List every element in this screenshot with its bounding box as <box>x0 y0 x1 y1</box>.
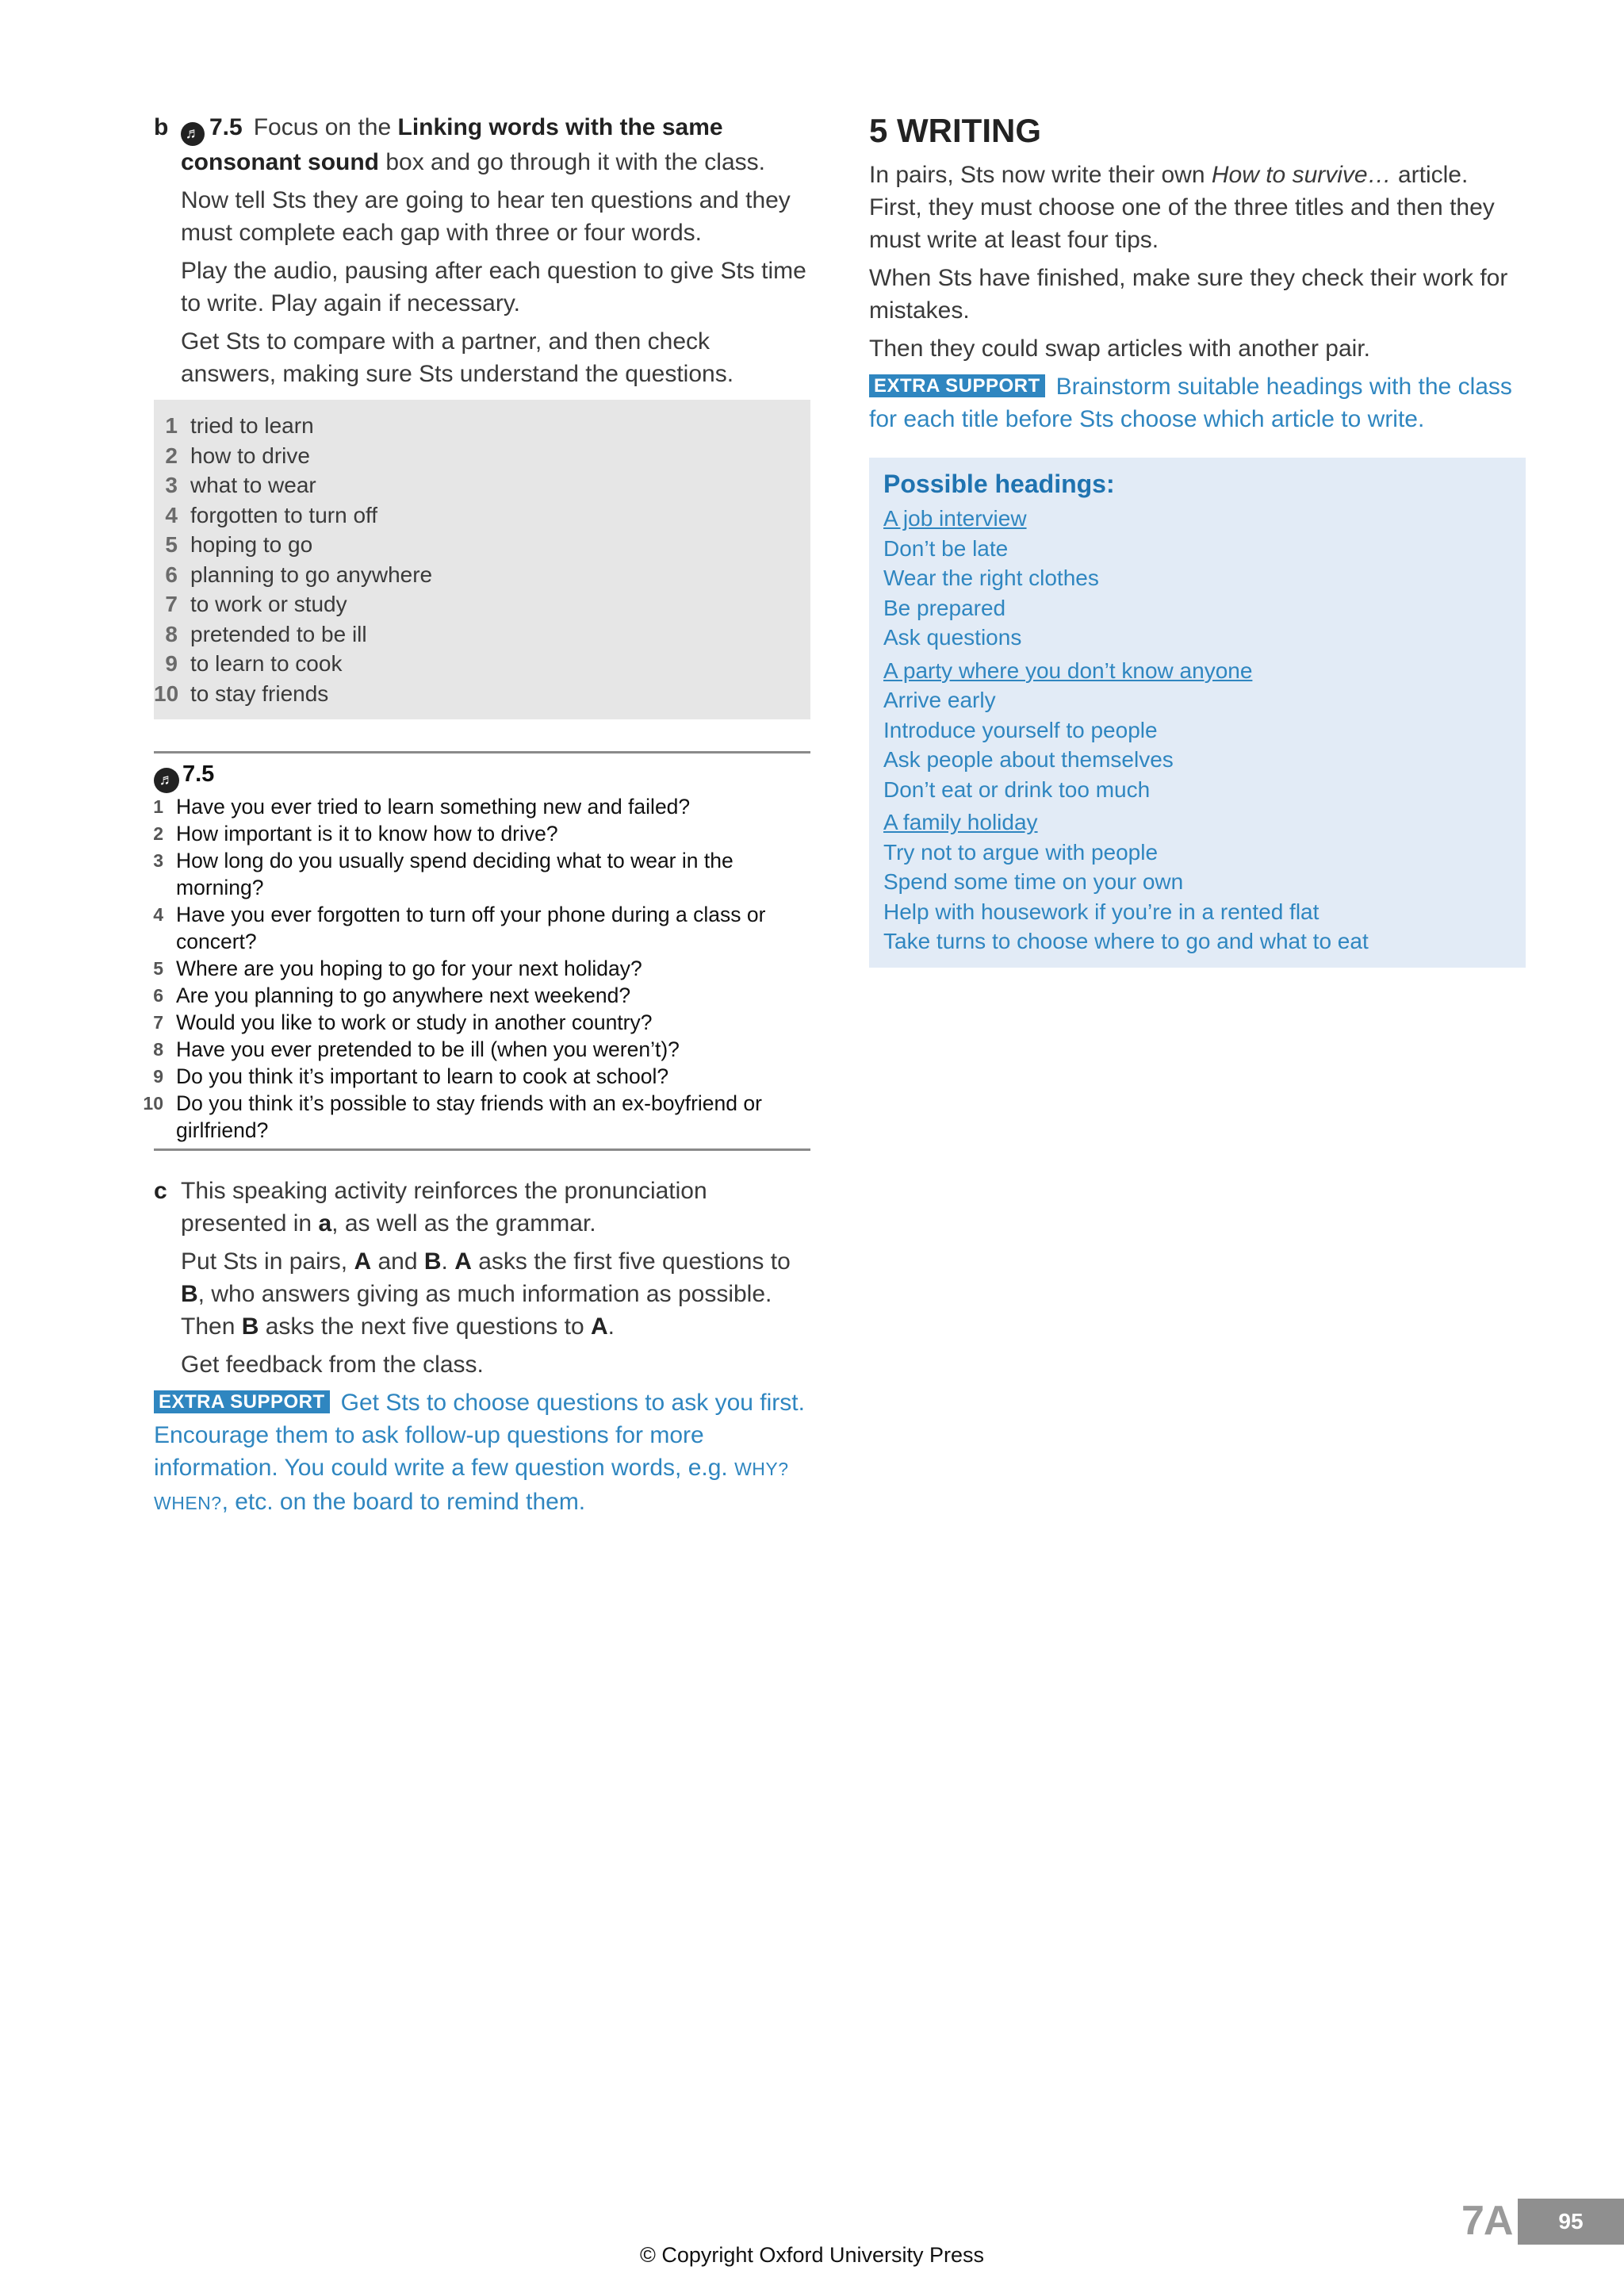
c-p2-A1: A <box>354 1248 372 1275</box>
heading-item: Don’t be late <box>883 535 1009 561</box>
answer-text: to stay friends <box>190 681 329 706</box>
speaker-icon: ♬ <box>154 768 179 793</box>
script-line-number: 8 <box>153 1039 163 1060</box>
writing-p1-pre: In pairs, Sts now write their own <box>869 162 1205 188</box>
heading-item: Don’t eat or drink too much <box>883 776 1151 802</box>
extra-support-tag: EXTRA SUPPORT <box>154 1390 330 1413</box>
script-line <box>154 820 810 847</box>
answer-number: 5 <box>165 532 178 557</box>
script-line-text: Have you ever forgotten to turn off your phone during a class or concert? <box>176 903 766 953</box>
script-line-number: 1 <box>153 796 163 817</box>
answer-row <box>154 619 810 650</box>
exercise-letter-b: b <box>154 114 169 140</box>
answer-row <box>154 649 810 679</box>
heading-group <box>883 656 1511 805</box>
c-p2-A2: A <box>454 1248 472 1275</box>
c-p1-pre: This speaking activity reinforces the pronunciation presented in <box>181 1178 707 1237</box>
possible-headings-box <box>869 458 1526 968</box>
script-line-number: 5 <box>153 958 163 979</box>
heading-group <box>883 807 1511 957</box>
script-line-number: 6 <box>153 985 163 1006</box>
right-column <box>869 111 1526 968</box>
writing-paragraph-2: When Sts have finished, make sure they check their work for mistakes. <box>869 265 1508 324</box>
answer-row <box>154 470 810 500</box>
answer-row <box>154 530 810 560</box>
c-p2-B1: B <box>423 1248 442 1275</box>
b-intro-post: box and go through it with the class. <box>385 149 765 175</box>
answer-number: 2 <box>165 443 178 468</box>
script-line <box>154 793 810 820</box>
c-p2-B2: B <box>181 1281 198 1307</box>
writing-paragraph-1 <box>869 159 1526 256</box>
audio-script <box>143 751 810 1151</box>
heading-item: Ask people about themselves <box>883 747 1174 772</box>
answer-text: to work or study <box>190 592 347 616</box>
c-p2-final: . <box>607 1313 615 1340</box>
heading-groups <box>883 504 1511 957</box>
speaker-icon: ♬ <box>181 122 205 146</box>
answer-number: 1 <box>165 413 178 438</box>
heading-item: Introduce yourself to people <box>883 717 1158 742</box>
left-column <box>143 111 810 1520</box>
extra-text-1: Get Sts to choose questions to ask you first. Encourage them to ask follow-up questions for more information. You could write a few question words, e.g. <box>154 1390 805 1481</box>
exercise-letter-c: c <box>154 1178 167 1204</box>
c-paragraph-2 <box>181 1245 810 1343</box>
possible-headings-title: Possible headings: <box>883 470 1115 498</box>
heading-item: Take turns to choose where to go and what to eat <box>883 929 1369 953</box>
script-line-number: 9 <box>153 1066 163 1087</box>
script-line-text: Where are you hoping to go for your next holiday? <box>176 957 642 980</box>
heading-item: Arrive early <box>883 688 996 712</box>
answer-row <box>154 679 810 709</box>
answer-text: to learn to cook <box>190 651 343 676</box>
copyright-notice: © Copyright Oxford University Press <box>639 2243 985 2267</box>
heading-item: Try not to argue with people <box>883 839 1159 865</box>
script-line-text: How important is it to know how to drive? <box>176 822 558 845</box>
script-line <box>154 847 810 901</box>
script-line-text: Have you ever tried to learn something new and failed? <box>176 795 691 819</box>
c-paragraph-3: Get feedback from the class. <box>181 1352 484 1378</box>
heading-item: Help with housework if you’re in a rented flat <box>883 899 1320 924</box>
c-p2-end: asks the next five questions to <box>265 1313 584 1340</box>
heading-group-title: A party where you don’t know anyone <box>883 658 1253 683</box>
c-paragraph-1 <box>154 1175 810 1240</box>
c-p2-mid2: , who answers giving as much information as possible. Then <box>181 1281 772 1340</box>
c-p2-mid: asks the first five questions to <box>478 1248 791 1275</box>
script-line-text: Have you ever pretended to be ill (when you weren’t)? <box>176 1037 680 1061</box>
answer-text: tried to learn <box>190 413 314 438</box>
script-lines <box>143 793 810 1144</box>
heading-group-title: A family holiday <box>883 810 1038 834</box>
page-number: 95 <box>1518 2199 1624 2245</box>
script-line-text: Do you think it’s important to learn to cook at school? <box>176 1064 669 1088</box>
answer-text: how to drive <box>190 443 310 468</box>
section-title: 5 WRITING <box>869 112 1041 149</box>
b-intro <box>154 111 810 178</box>
answer-number: 10 <box>154 681 179 706</box>
script-header <box>154 758 810 793</box>
writing-paragraph-3: Then they could swap articles with another pair. <box>869 336 1371 362</box>
c-p2-B3: B <box>241 1313 259 1340</box>
track-number: 7.5 <box>209 114 243 140</box>
writing-p1-italic: How to survive… <box>1211 162 1392 188</box>
script-line-text: Are you planning to go anywhere next weekend? <box>176 984 631 1007</box>
answer-row <box>154 560 810 590</box>
heading-group-title: A job interview <box>883 506 1027 531</box>
b-intro-bold: Linking words with the same consonant sound <box>181 114 723 175</box>
c-p2-and: and <box>377 1248 418 1275</box>
script-line <box>143 1090 810 1144</box>
c-p2-a: Put Sts in pairs, <box>181 1248 348 1275</box>
script-track: 7.5 <box>182 761 215 787</box>
extra-support-left <box>154 1386 810 1520</box>
answer-number: 4 <box>165 502 178 527</box>
script-line <box>154 1063 810 1090</box>
answer-text: pretended to be ill <box>190 621 367 646</box>
answer-text: hoping to go <box>190 532 313 557</box>
b-paragraph-4: Get Sts to compare with a partner, and then check answers, making sure Sts understand the questions. <box>181 328 734 387</box>
answer-text: forgotten to turn off <box>190 502 378 527</box>
answer-text: what to wear <box>190 473 316 497</box>
answer-row <box>154 500 810 531</box>
b-intro-pre: Focus on the <box>253 114 392 140</box>
answer-number: 3 <box>165 473 178 497</box>
answer-number: 7 <box>165 592 178 616</box>
heading-item: Wear the right clothes <box>883 566 1099 590</box>
answer-number: 6 <box>165 562 178 587</box>
script-line-number: 10 <box>143 1093 163 1114</box>
script-line-text: How long do you usually spend deciding what to wear in the morning? <box>176 849 733 899</box>
script-line <box>154 1036 810 1063</box>
script-line <box>154 982 810 1009</box>
b-paragraph-3: Play the audio, pausing after each question to give Sts time to write. Play again if necessary. <box>181 258 806 316</box>
extra-caps: WHY? WHEN? <box>154 1459 789 1513</box>
answer-number: 9 <box>165 651 178 676</box>
heading-item: Be prepared <box>883 595 1006 620</box>
answer-number: 8 <box>165 621 178 646</box>
script-line-number: 3 <box>153 850 163 871</box>
script-line-number: 7 <box>153 1012 163 1033</box>
writing-p1-post: article. First, they must choose one of the three titles and then they must write at least four tips. <box>869 162 1495 253</box>
extra-support-right <box>869 370 1526 435</box>
c-p1-post: , as well as the grammar. <box>331 1210 596 1237</box>
script-line-number: 4 <box>153 904 163 925</box>
heading-group <box>883 504 1511 653</box>
script-line-number: 2 <box>153 823 163 844</box>
script-line <box>154 955 810 982</box>
heading-item: Spend some time on your own <box>883 869 1184 894</box>
extra-support-text: Brainstorm suitable headings with the class for each title before Sts choose which article to write. <box>869 374 1512 432</box>
c-p2-dot: . <box>441 1248 448 1275</box>
script-line-text: Would you like to work or study in another country? <box>176 1010 653 1034</box>
script-line <box>154 901 810 955</box>
extra-support-tag: EXTRA SUPPORT <box>869 374 1045 397</box>
unit-label: 7A <box>1461 2198 1513 2244</box>
script-line <box>154 1009 810 1036</box>
script-line-text: Do you think it’s possible to stay friends with an ex-boyfriend or girlfriend? <box>176 1091 762 1142</box>
answer-text: planning to go anywhere <box>190 562 433 587</box>
heading-item: Ask questions <box>883 625 1022 650</box>
answer-key-box <box>154 400 810 719</box>
c-p1-bold: a <box>318 1210 332 1237</box>
answer-row <box>154 441 810 471</box>
b-paragraph-2: Now tell Sts they are going to hear ten questions and they must complete each gap with three or four words. <box>181 187 791 246</box>
exercise-c <box>154 1175 810 1520</box>
answer-row <box>154 411 810 441</box>
extra-text-2: , etc. on the board to remind them. <box>221 1489 586 1515</box>
answer-row <box>154 589 810 619</box>
c-p2-A3: A <box>591 1313 608 1340</box>
